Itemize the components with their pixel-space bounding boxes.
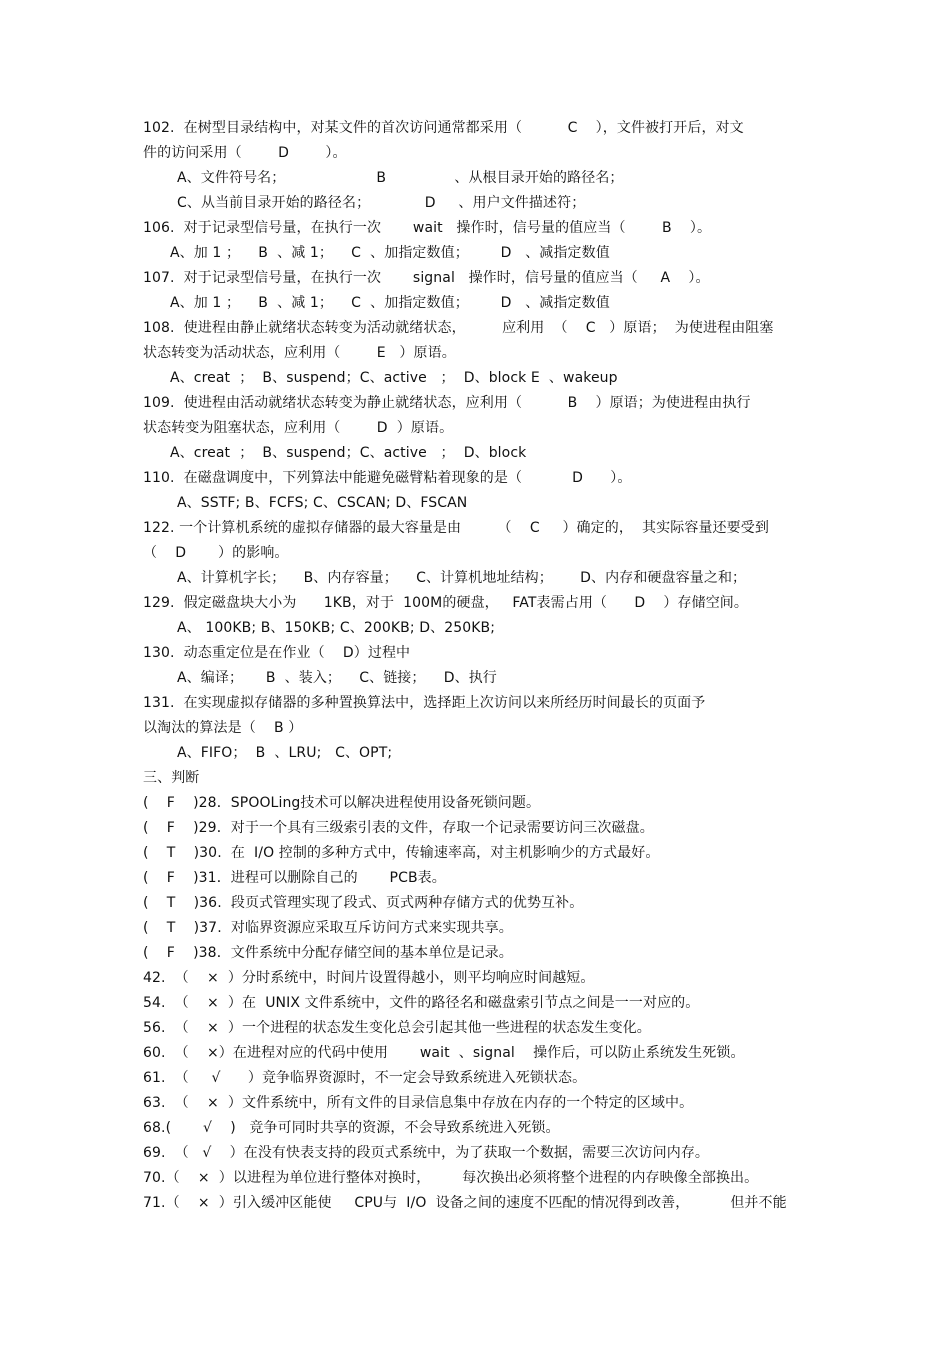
text-line: 54. （ × ）在 UNIX 文件系统中，文件的路径名和磁盘索引节点之间是一一对应的。 <box>143 995 700 1011</box>
text-line: 131. 在实现虚拟存储器的多种置换算法中，选择距上次访问以来所经历时间最长的页面予 <box>143 695 706 711</box>
text-line: A、SSTF; B、FCFS; C、CSCAN; D、FSCAN <box>177 495 468 511</box>
text-line: 42. （ × ）分时系统中，时间片设置得越小，则平均响应时间越短。 <box>143 970 595 986</box>
text-line: 107. 对于记录型信号量，在执行一次 signal 操作时，信号量的值应当（ A ）。 <box>143 270 710 286</box>
text-line: 110. 在磁盘调度中，下列算法中能避免磁臂粘着现象的是（ D ）。 <box>143 470 632 486</box>
text-line: A、文件符号名； B 、从根目录开始的路径名； <box>177 170 624 186</box>
text-line: 68.( √ ) 竞争可同时共享的资源，不会导致系统进入死锁。 <box>143 1120 560 1136</box>
text-line: 状态转变为活动状态，应利用（ E ）原语。 <box>143 345 456 361</box>
text-line: 三、判断 <box>143 770 200 786</box>
text-line: 122. 一个计算机系统的虚拟存储器的最大容量是由 （ C ）确定的， 其实际容量还要受到 <box>143 520 769 536</box>
text-line: 106. 对于记录型信号量，在执行一次 wait 操作时，信号量的值应当（ B ）。 <box>143 220 712 236</box>
text-line: 状态转变为阻塞状态，应利用（ D ）原语。 <box>143 420 454 436</box>
text-line: 129. 假定磁盘块大小为 1KB，对于 100M的硬盘， FAT表需占用（ D ）存储空间。 <box>143 595 749 611</box>
document-body <box>0 116 950 1216</box>
text-line: 69. （ √ ）在没有快表支持的段页式系统中，为了获取一个数据，需要三次访问内存。 <box>143 1145 710 1161</box>
text-line: （ D ）的影响。 <box>143 545 289 561</box>
text-line: 102. 在树型目录结构中，对某文件的首次访问通常都采用（ C ），文件被打开后，对文 <box>143 120 744 136</box>
text-line: A、加 1 ； B 、减 1； C 、加指定数值； D 、减指定数值 <box>170 295 610 311</box>
text-line: ( T )36. 段页式管理实现了段式、页式两种存储方式的优势互补。 <box>143 895 584 911</box>
text-line: ( F )38．文件系统中分配存储空间的基本单位是记录。 <box>143 945 513 961</box>
text-line: A、creat ； B、suspend；C、active ； D、block <box>170 445 527 461</box>
text-line: 109. 使进程由活动就绪状态转变为静止就绪状态，应利用（ B ）原语；为使进程由执行 <box>143 395 751 411</box>
text-line: 56. （ × ）一个进程的状态发生变化总会引起其他一些进程的状态发生变化。 <box>143 1020 651 1036</box>
text-line: 71.（ × ）引入缓冲区能使 CPU与 I/O 设备之间的速度不匹配的情况得到改善， 但并不能 <box>143 1195 787 1211</box>
text-line: ( F )28．SPOOLing技术可以解决进程使用设备死锁问题。 <box>143 795 541 811</box>
text-line: 70.（ × ）以进程为单位进行整体对换时， 每次换出必须将整个进程的内存映像全部换出。 <box>143 1170 759 1186</box>
text-line: A、creat ； B、suspend；C、active ； D、block E 、wakeup <box>170 370 618 386</box>
text-line: 130. 动态重定位是在作业（ D）过程中 <box>143 645 411 661</box>
text-line: 63. （ × ）文件系统中，所有文件的目录信息集中存放在内存的一个特定的区域中。 <box>143 1095 694 1111</box>
text-line: ( T )37. 对临界资源应采取互斥访问方式来实现共享。 <box>143 920 513 936</box>
text-line: 61. （ √ ）竞争临界资源时，不一定会导致系统进入死锁状态。 <box>143 1070 587 1086</box>
text-line: A、 100KB; B、150KB; C、200KB; D、250KB; <box>177 620 496 636</box>
text-line: ( F )29．对于一个具有三级索引表的文件，存取一个记录需要访问三次磁盘。 <box>143 820 654 836</box>
text-line: 以淘汰的算法是（ B ） <box>143 720 303 736</box>
text-line: ( F )31．进程可以删除自己的 PCB表。 <box>143 870 446 886</box>
text-line: 60. （ ×）在进程对应的代码中使用 wait 、signal 操作后，可以防止系统发生死锁。 <box>143 1045 745 1061</box>
text-line: A、加 1 ； B 、减 1； C 、加指定数值； D 、减指定数值 <box>170 245 610 261</box>
text-line: 件的访问采用（ D ）。 <box>143 145 347 161</box>
text-line: C、从当前目录开始的路径名； D 、用户文件描述符； <box>177 195 586 211</box>
text-line: ( T )30. 在 I/O 控制的多种方式中，传输速率高，对主机影响少的方式最好。 <box>143 845 660 861</box>
text-line: A、FIFO； B 、LRU; C、OPT; <box>177 745 393 761</box>
text-line: A、计算机字长； B、内存容量； C、计算机地址结构； D、内存和硬盘容量之和； <box>177 570 747 586</box>
text-line: 108. 使进程由静止就绪状态转变为活动就绪状态， 应利用 （ C ）原语； 为使进程由阻塞 <box>143 320 774 336</box>
text-line: A、编译； B 、装入； C、链接； D、执行 <box>177 670 497 686</box>
